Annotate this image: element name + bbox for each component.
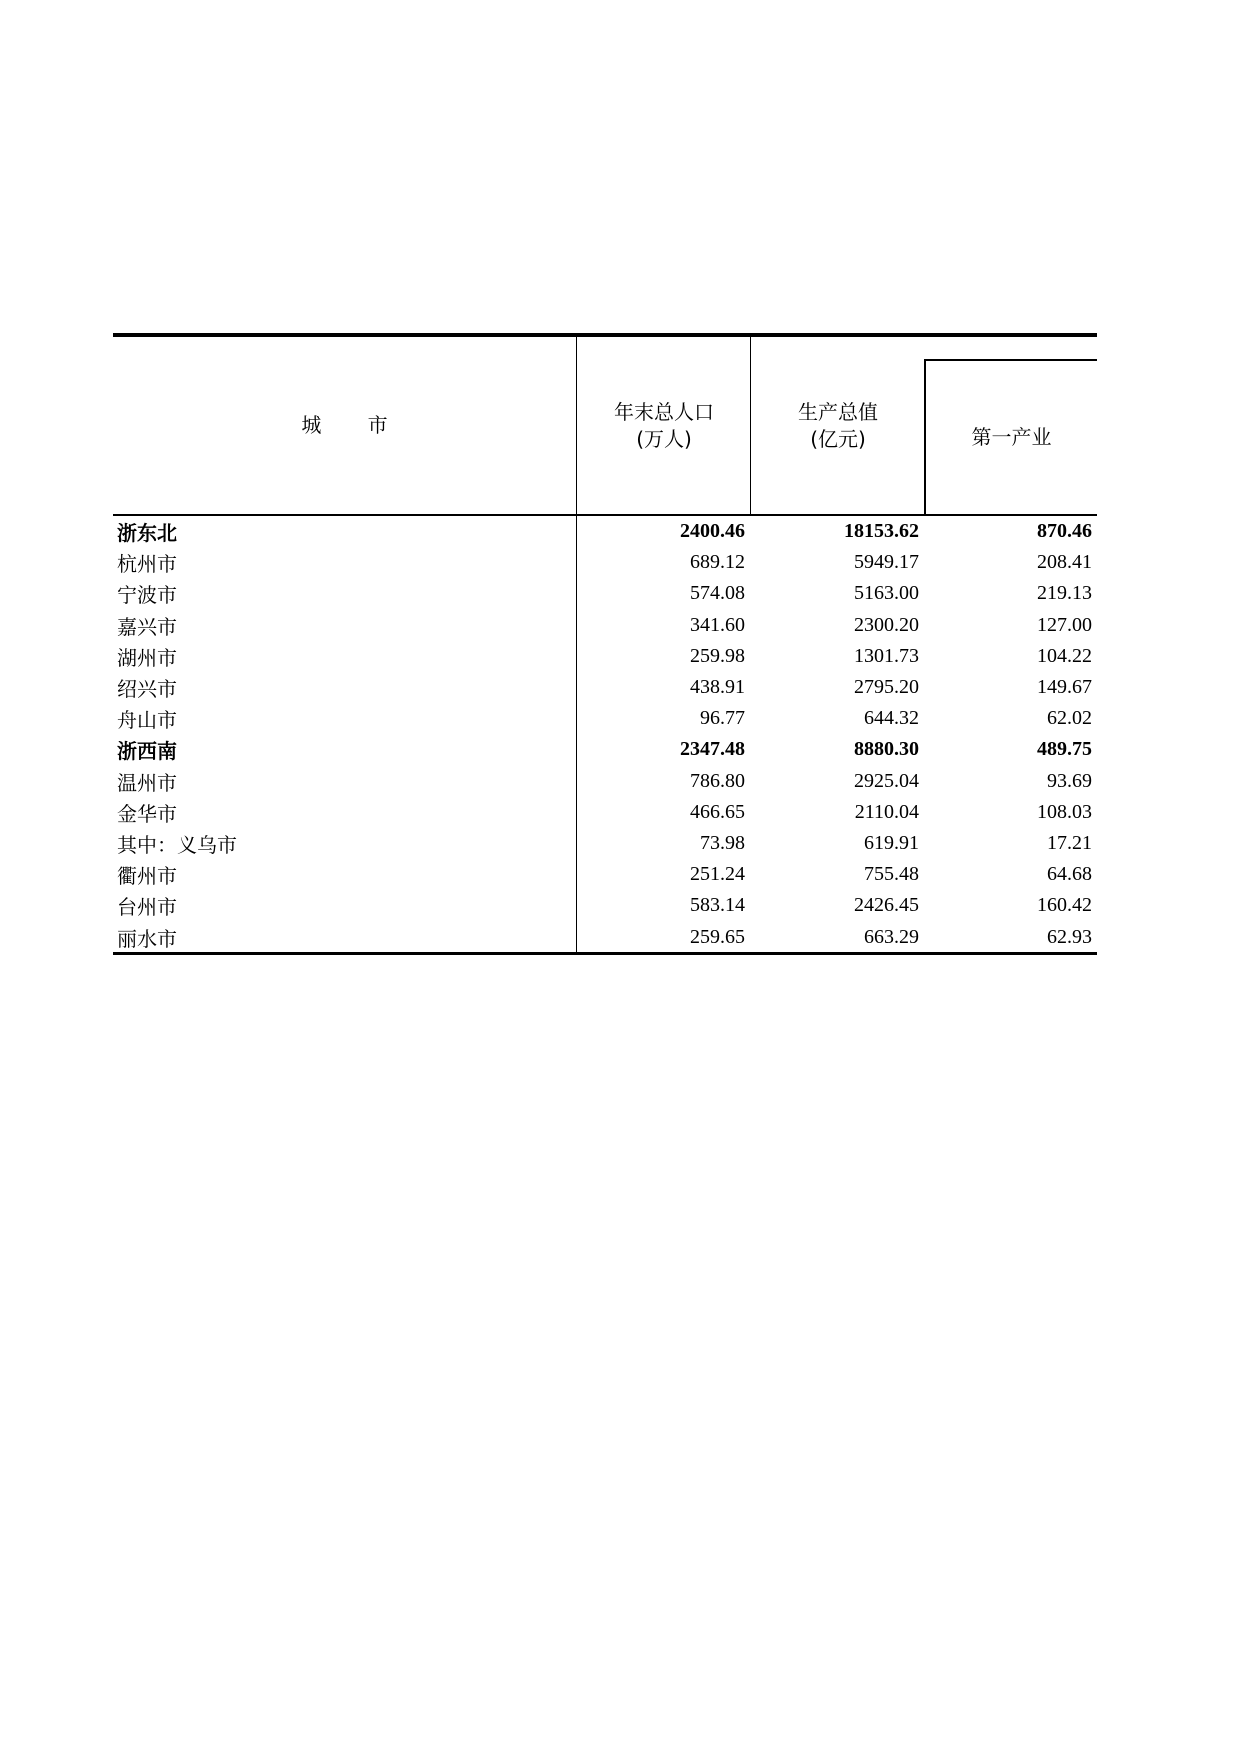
header-primary-industry-label: 第一产业 (971, 425, 1052, 449)
table-row (113, 703, 1097, 734)
table-row (113, 890, 1097, 921)
gdp-cell: 5949.17 (854, 551, 919, 574)
primary-industry-cell: 104.22 (1037, 644, 1092, 667)
population-cell: 73.98 (700, 832, 745, 855)
primary-industry-cell: 208.41 (1037, 551, 1092, 574)
city-name-cell: 绍兴市 (117, 677, 177, 702)
table-row (113, 641, 1097, 672)
header-population (576, 337, 751, 514)
primary-industry-cell: 160.42 (1037, 894, 1092, 917)
primary-industry-cell: 870.46 (1037, 520, 1092, 543)
header-primary-industry (924, 359, 1097, 514)
region-row (113, 734, 1097, 765)
gdp-cell: 644.32 (864, 707, 919, 730)
primary-industry-cell: 127.00 (1037, 613, 1092, 636)
table-bottom-rule (113, 952, 1097, 955)
gdp-cell: 2110.04 (854, 800, 919, 823)
gdp-cell: 619.91 (864, 832, 919, 855)
table-row (113, 672, 1097, 703)
primary-industry-cell: 62.93 (1047, 925, 1092, 948)
city-name-cell: 其中：义乌市 (117, 833, 237, 858)
city-name-cell: 衢州市 (117, 864, 177, 889)
primary-industry-cell: 93.69 (1047, 769, 1092, 792)
header-city (113, 337, 576, 514)
population-cell: 96.77 (700, 707, 745, 730)
population-cell: 2400.46 (680, 520, 745, 543)
gdp-cell: 8880.30 (854, 738, 919, 761)
gdp-cell: 2795.20 (854, 676, 919, 699)
header-city-label: 城 市 (301, 413, 408, 437)
header-gdp-unit: (亿元) (810, 426, 866, 451)
gdp-cell: 5163.00 (854, 582, 919, 605)
city-name-cell: 浙西南 (117, 739, 177, 764)
primary-industry-cell: 64.68 (1047, 863, 1092, 886)
table-row (113, 797, 1097, 828)
city-name-cell: 温州市 (117, 770, 177, 795)
city-name-cell: 丽水市 (117, 926, 177, 951)
primary-industry-cell: 108.03 (1037, 800, 1092, 823)
gdp-cell: 2426.45 (854, 894, 919, 917)
header-population-unit: (万人) (636, 426, 692, 451)
gdp-cell: 2925.04 (854, 769, 919, 792)
population-cell: 251.24 (690, 863, 745, 886)
city-name-cell: 金华市 (117, 801, 177, 826)
population-cell: 574.08 (690, 582, 745, 605)
primary-industry-cell: 62.02 (1047, 707, 1092, 730)
header-gdp (750, 337, 925, 514)
city-name-cell: 舟山市 (117, 708, 177, 733)
gdp-cell: 18153.62 (844, 520, 919, 543)
primary-industry-cell: 219.13 (1037, 582, 1092, 605)
primary-industry-cell: 489.75 (1037, 738, 1092, 761)
gdp-cell: 755.48 (864, 863, 919, 886)
table-header (113, 337, 1097, 514)
population-cell: 259.98 (690, 644, 745, 667)
population-cell: 341.60 (690, 613, 745, 636)
table-row (113, 766, 1097, 797)
gdp-cell: 1301.73 (854, 644, 919, 667)
region-row (113, 516, 1097, 547)
population-cell: 786.80 (690, 769, 745, 792)
gdp-cell: 2300.20 (854, 613, 919, 636)
table-row (113, 578, 1097, 609)
population-cell: 259.65 (690, 925, 745, 948)
city-name-cell: 湖州市 (117, 645, 177, 670)
header-gdp-label: 生产总值 (798, 399, 878, 424)
city-name-cell: 台州市 (117, 895, 177, 920)
population-cell: 689.12 (690, 551, 745, 574)
table-row (113, 859, 1097, 890)
table-body (113, 516, 1097, 952)
primary-industry-cell: 17.21 (1047, 832, 1092, 855)
population-cell: 2347.48 (680, 738, 745, 761)
population-cell: 466.65 (690, 800, 745, 823)
city-name-cell: 宁波市 (117, 583, 177, 608)
population-cell: 583.14 (690, 894, 745, 917)
table-row (113, 828, 1097, 859)
table-row (113, 610, 1097, 641)
city-name-cell: 嘉兴市 (117, 614, 177, 639)
primary-industry-cell: 149.67 (1037, 676, 1092, 699)
city-name-cell: 浙东北 (117, 521, 177, 546)
city-name-cell: 杭州市 (117, 552, 177, 577)
gdp-cell: 663.29 (864, 925, 919, 948)
table-row (113, 547, 1097, 578)
population-cell: 438.91 (690, 676, 745, 699)
header-population-label: 年末总人口 (614, 399, 714, 424)
table-row (113, 922, 1097, 953)
